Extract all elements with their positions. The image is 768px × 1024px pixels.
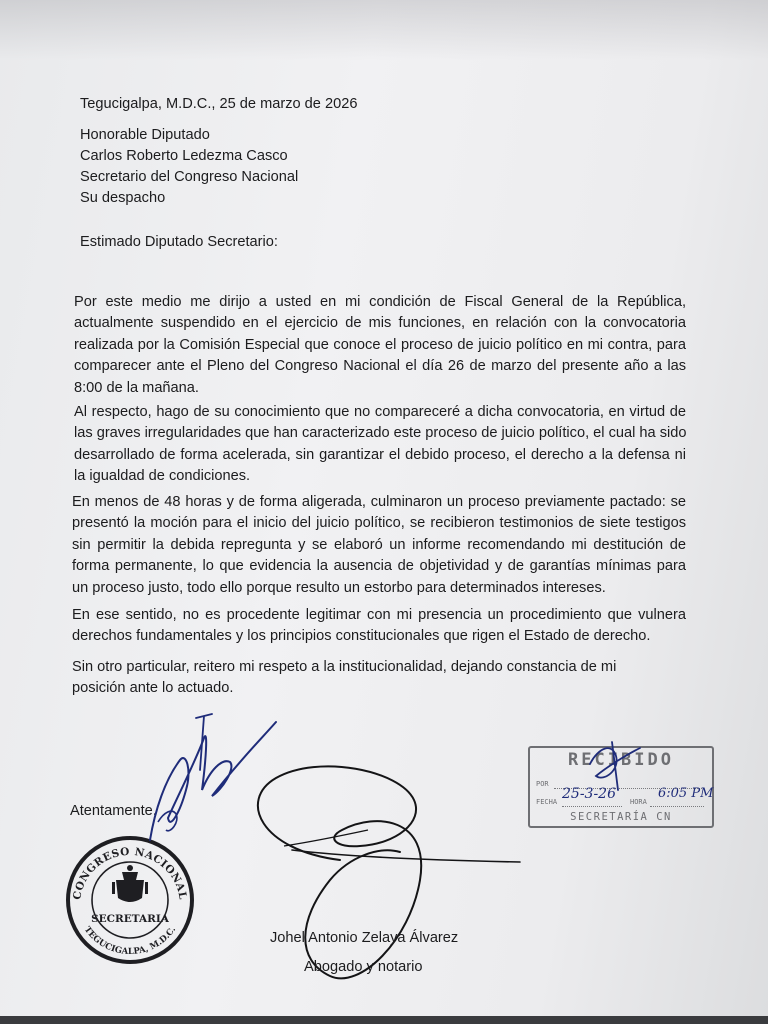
signer-title: Abogado y notario — [304, 959, 423, 975]
paragraph-line: En ese sentido, no es procedente legitimar con mi presencia un procedimiento que vulnera — [72, 607, 686, 623]
paragraph-line: Sin otro particular, reitero mi respeto a la institucionalidad, dejando constancia de mi — [72, 659, 617, 675]
stamp-hora-label: HORA — [630, 798, 647, 806]
stamp-initials-stroke — [590, 742, 640, 790]
recipient-line: Honorable Diputado — [80, 127, 210, 143]
closing: Atentamente, — [70, 803, 157, 819]
paragraph-line: la igualdad de condiciones. — [74, 468, 251, 485]
paragraph-line: posición ante lo actuado. — [72, 680, 234, 697]
signer-name: Johel Antonio Zelaya Álvarez — [270, 930, 459, 946]
stamp-fecha-handwritten: 25-3-26 — [562, 786, 616, 802]
seal-bottom-text: TEGUCIGALPA, M.D.C. — [81, 924, 179, 958]
paragraph-line: presentó la moción para el inicio del juicio político, se recibieron testimonios de siete testigos — [72, 515, 686, 532]
blue-signature-stroke — [150, 722, 276, 840]
stamp-title: RECIBIDO — [568, 750, 674, 770]
stamp-por-label: POR — [536, 780, 549, 788]
stamp-hora-handwritten: 6:05 PM — [658, 786, 714, 801]
black-signature-stroke — [292, 850, 520, 862]
blue-signature-stroke — [158, 811, 177, 831]
stamp-fecha-label: FECHA — [536, 798, 558, 806]
paragraph-line: actualmente suspendido en el ejercicio de mis funciones, en relación con la convocatoria — [74, 315, 686, 332]
paragraph-line: Por este medio me dirijo a usted en mi condición de Fiscal General de la República, — [74, 294, 686, 310]
black-signature-stroke — [284, 830, 368, 846]
blue-signature-stroke — [196, 714, 212, 770]
recipient-line: Carlos Roberto Ledezma Casco — [80, 148, 288, 164]
paragraph-line: Al respecto, hago de su conocimiento que no compareceré a dicha convocatoria, en virtud de — [74, 404, 686, 420]
paragraph-line: forma permanente, lo que evidencia la ausencia de objetividad y de garantías mínimas para — [72, 558, 686, 575]
paragraph-line: comparecer ante el Pleno del Congreso Nacional el día 26 de marzo del presente año a las — [74, 358, 686, 375]
seal-top-text: CONGRESO NACIONAL — [71, 845, 189, 901]
recipient-line: Secretario del Congreso Nacional — [80, 169, 299, 185]
stamp-footer: SECRETARÍA CN — [570, 811, 672, 823]
paragraph-line: derechos fundamentales y los principios constitucionales que rigen el Estado de derecho. — [72, 628, 651, 645]
paragraph-line: un proceso justo, todo ello porque resulto un estorbo para determinados intereses. — [72, 579, 606, 596]
paragraph-line: desarrollado de forma acelerada, sin garantizar el debido proceso, el derecho a la defensa ni — [74, 446, 686, 463]
salutation: Estimado Diputado Secretario: — [80, 234, 278, 250]
seal-center-text: SECRETARIA — [91, 913, 169, 925]
page-bottom-edge — [0, 1016, 768, 1024]
paragraph-line: realizada por la Comisión Especial que conoce el proceso de juicio político en mi contra, para — [74, 336, 686, 353]
paragraph-line: 8:00 de la mañana. — [74, 379, 199, 396]
paragraph-line: las graves irregularidades que han caracterizado este proceso de juicio político, el cual ha sido — [74, 425, 687, 442]
date-line: Tegucigalpa, M.D.C., 25 de marzo de 2026 — [80, 96, 358, 112]
paragraph-line: En menos de 48 horas y de forma aligerada, culminaron un proceso previamente pactado: se — [72, 494, 686, 510]
recipient-line: Su despacho — [80, 190, 166, 206]
paragraph-line: sin permitir la debida repregunta y se elaboró un informe recomendando mi destitución de — [72, 536, 686, 553]
